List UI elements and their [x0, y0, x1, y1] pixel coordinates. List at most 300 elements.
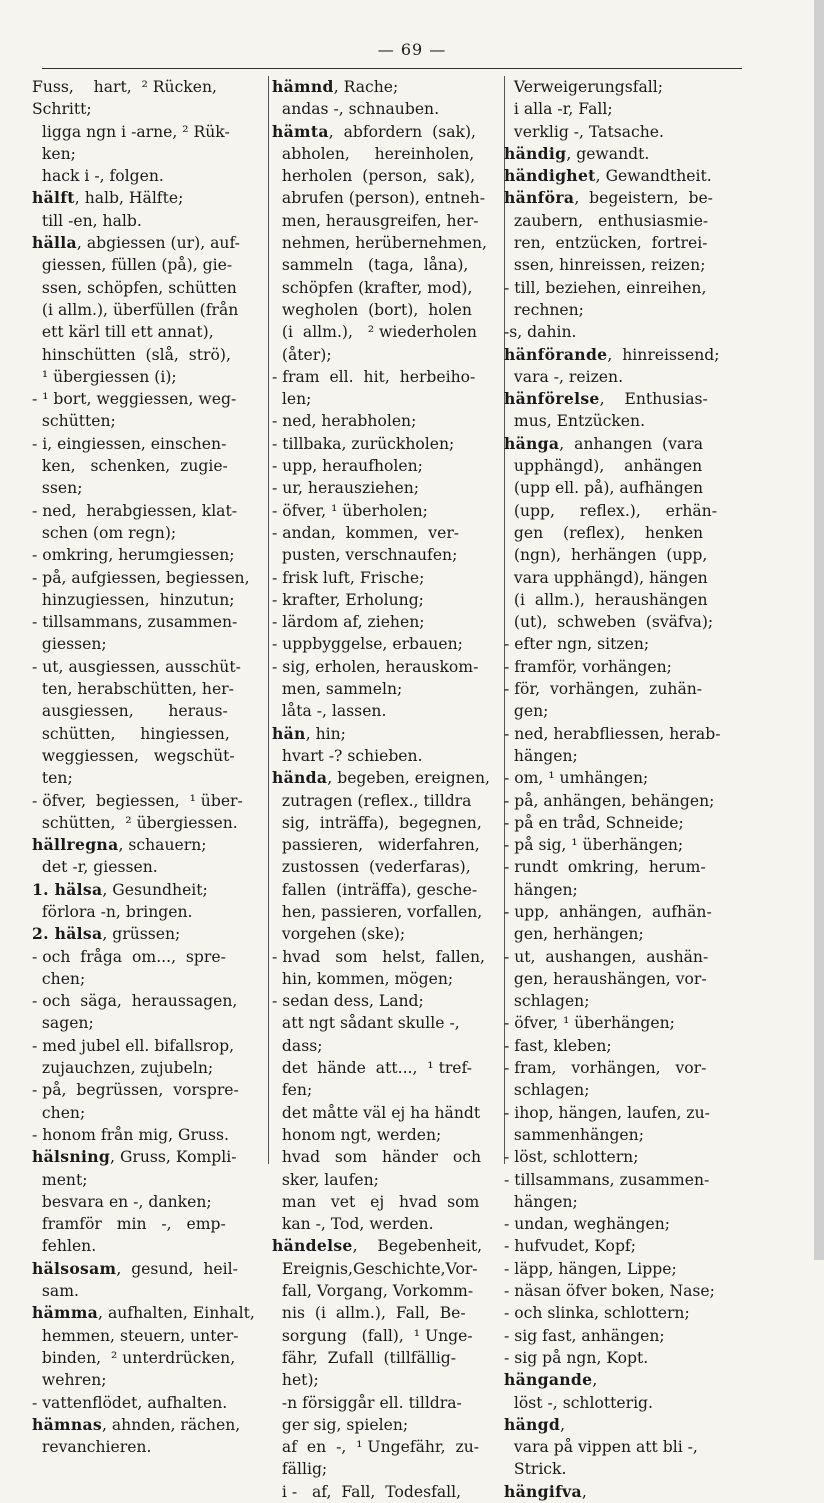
entry-text: schlagen; — [504, 1081, 590, 1100]
headword: hälla — [32, 233, 77, 253]
entry-text: , gesund, heil- — [116, 1259, 238, 1278]
dictionary-entry-line — [32, 76, 268, 98]
dictionary-entry-line — [32, 812, 268, 834]
entry-text: ment; — [32, 1170, 88, 1189]
headword: händig — [504, 143, 567, 163]
headword: 1. hälsa — [32, 879, 103, 899]
entry-text: i - af, Fall, Todesfall, — [272, 1482, 462, 1501]
dictionary-entry-headword-line — [32, 834, 268, 856]
entry-text: , Gewandtheit. — [595, 167, 712, 186]
entry-text: - efter ngn, sitzen; — [504, 635, 650, 654]
dictionary-entry-headword-line — [504, 143, 748, 165]
headword: hänförande — [504, 344, 608, 364]
dictionary-entry-line — [32, 1102, 268, 1124]
dictionary-entry-headword-line — [504, 187, 748, 209]
entry-text: ten; — [32, 769, 73, 788]
dictionary-column-middle — [272, 76, 506, 1501]
dictionary-entry-line — [272, 299, 506, 321]
entry-text: , begeistern, be- — [574, 189, 713, 208]
column-divider — [268, 76, 269, 1164]
entry-text: abholen, hereinholen, — [272, 144, 475, 163]
entry-text: ten, herabschütten, her- — [32, 680, 234, 699]
dictionary-entry-line — [504, 1235, 748, 1257]
entry-text: låta -, lassen. — [272, 702, 387, 721]
entry-text: zujauchzen, zujubeln; — [32, 1059, 214, 1078]
dictionary-entry-line — [504, 567, 748, 589]
dictionary-entry-line — [504, 477, 748, 499]
dictionary-entry-line — [504, 723, 748, 745]
entry-text: - upp, anhängen, aufhän- — [504, 902, 712, 921]
dictionary-entry-line — [272, 968, 506, 990]
headword: hämma — [32, 1303, 99, 1323]
dictionary-entry-line — [504, 1436, 748, 1458]
dictionary-entry-line — [504, 522, 748, 544]
entry-text: - på, anhängen, behängen; — [504, 791, 715, 810]
entry-text: men, herausgreifen, her- — [272, 211, 479, 230]
dictionary-entry-line — [504, 321, 748, 343]
page-number: — 69 — — [377, 40, 447, 59]
entry-text: - ¹ bort, weggiessen, weg- — [32, 390, 237, 409]
entry-text: dass; — [272, 1036, 323, 1055]
entry-text: , begeben, ereignen, — [327, 769, 490, 788]
entry-text: hvart -? schieben. — [272, 746, 423, 765]
dictionary-entry-headword-line — [504, 1414, 748, 1436]
dictionary-entry-line — [272, 366, 506, 388]
entry-text: - på, begrüssen, vorspre- — [32, 1081, 239, 1100]
dictionary-entry-line — [272, 1191, 506, 1213]
dictionary-entry-line — [504, 790, 748, 812]
entry-text: zustossen (vederfaras), — [272, 858, 471, 877]
entry-text: - öfver, begiessen, ¹ über- — [32, 791, 243, 810]
entry-text: - undan, weghängen; — [504, 1215, 670, 1234]
dictionary-entry-line — [32, 98, 268, 120]
entry-text: zutragen (reflex., tilldra — [272, 791, 472, 810]
dictionary-entry-line — [32, 500, 268, 522]
headword: hänförelse — [504, 389, 600, 409]
dictionary-entry-line — [32, 1169, 268, 1191]
entry-text: upphängd), anhängen — [504, 457, 703, 476]
entry-text: andas -, schnauben. — [272, 100, 440, 119]
entry-text: fallen (inträffa), gesche- — [272, 880, 478, 899]
dictionary-entry-line — [32, 767, 268, 789]
dictionary-entry-headword-line — [32, 187, 268, 209]
entry-text: , Rache; — [333, 78, 399, 96]
entry-text: weggiessen, wegschüt- — [32, 746, 235, 765]
dictionary-entry-line — [32, 968, 268, 990]
dictionary-entry-line — [32, 1392, 268, 1414]
entry-text: vara på vippen att bli -, — [504, 1438, 698, 1457]
entry-text: sig, inträffa), begegnen, — [272, 813, 482, 832]
entry-text: schütten; — [32, 412, 116, 431]
dictionary-entry-headword-line — [272, 121, 506, 143]
entry-text: -s, dahin. — [504, 323, 577, 342]
dictionary-entry-line — [504, 1325, 748, 1347]
dictionary-entry-line — [32, 723, 268, 745]
entry-text: nehmen, herübernehmen, — [272, 234, 487, 253]
entry-text: fen; — [272, 1081, 313, 1100]
entry-text: het); — [272, 1371, 319, 1390]
entry-text: schlagen; — [504, 992, 590, 1011]
entry-text: , halb, Hälfte; — [74, 189, 184, 208]
entry-text: , abfordern (sak), — [328, 122, 477, 141]
dictionary-entry-headword-line — [504, 1481, 748, 1503]
entry-text: - ur, herausziehen; — [272, 479, 419, 498]
dictionary-entry-headword-line — [32, 879, 268, 901]
dictionary-entry-line — [272, 98, 506, 120]
headword: 2. hälsa — [32, 924, 103, 944]
entry-text: - och slinka, schlottern; — [504, 1304, 690, 1323]
entry-text: ett kärl till ett annat), — [32, 323, 214, 342]
entry-text: hemmen, steuern, unter- — [32, 1326, 239, 1345]
dictionary-entry-line — [32, 611, 268, 633]
entry-text: - andan, kommen, ver- — [272, 523, 460, 542]
entry-text: - öfver, ¹ überholen; — [272, 501, 428, 520]
dictionary-entry-line — [272, 1169, 506, 1191]
dictionary-entry-line — [504, 946, 748, 968]
dictionary-entry-line — [272, 678, 506, 700]
entry-text: , Gesundheit; — [102, 880, 208, 899]
dictionary-entry-headword-line — [504, 433, 748, 455]
headword: händighet — [504, 166, 596, 186]
entry-text: ken, schenken, zugie- — [32, 457, 228, 476]
dictionary-entry-line — [272, 1280, 506, 1302]
dictionary-entry-line — [504, 500, 748, 522]
dictionary-entry-line — [272, 1146, 506, 1168]
dictionary-entry-line — [504, 834, 748, 856]
entry-text: hvad som händer och — [272, 1148, 482, 1167]
dictionary-entry-line — [272, 254, 506, 276]
dictionary-entry-headword-line — [32, 923, 268, 945]
headword: hälsning — [32, 1147, 111, 1167]
dictionary-entry-line — [272, 344, 506, 366]
dictionary-entry-line — [32, 1213, 268, 1235]
entry-text: , Enthusias- — [599, 390, 708, 409]
entry-text: i alla -r, Fall; — [504, 100, 613, 119]
headword: händelse — [272, 1236, 353, 1256]
dictionary-entry-line — [32, 254, 268, 276]
dictionary-entry-line — [504, 656, 748, 678]
dictionary-entry-line — [272, 745, 506, 767]
headword: hämnd — [272, 77, 334, 96]
entry-text: sorgung (fall), ¹ Unge- — [272, 1326, 473, 1345]
entry-text: - löst, schlottern; — [504, 1148, 639, 1167]
dictionary-entry-line — [32, 700, 268, 722]
dictionary-entry-headword-line — [504, 1369, 748, 1391]
dictionary-entry-line — [504, 455, 748, 477]
entry-text: - upp, heraufholen; — [272, 457, 423, 476]
dictionary-entry-line — [272, 1124, 506, 1146]
entry-text: ken; — [32, 144, 76, 163]
entry-text: (i allm.), ² wiederholen — [272, 323, 477, 342]
dictionary-entry-line — [504, 678, 748, 700]
dictionary-entry-line — [272, 1079, 506, 1101]
entry-text: , — [581, 1482, 587, 1501]
dictionary-entry-line — [32, 1191, 268, 1213]
dictionary-entry-line — [504, 121, 748, 143]
dictionary-entry-line — [272, 856, 506, 878]
entry-text: , aufhalten, Einhalt, — [98, 1304, 255, 1323]
headword: hänga — [504, 433, 560, 453]
dictionary-entry-line — [504, 1458, 748, 1480]
entry-text: -n försiggår ell. tilldra- — [272, 1393, 462, 1412]
dictionary-entry-line — [32, 567, 268, 589]
dictionary-entry-line — [504, 1213, 748, 1235]
headword: hängande — [504, 1370, 593, 1390]
dictionary-entry-line — [272, 210, 506, 232]
entry-text: - frisk luft, Frische; — [272, 568, 425, 587]
entry-text: schütten, ² übergiessen. — [32, 813, 238, 832]
dictionary-entry-line — [504, 879, 748, 901]
headword: hängifva — [504, 1481, 582, 1501]
entry-text: - hufvudet, Kopf; — [504, 1237, 636, 1256]
dictionary-entry-line — [504, 1012, 748, 1034]
dictionary-entry-headword-line — [504, 165, 748, 187]
entry-text: - näsan öfver boken, Nase; — [504, 1282, 715, 1301]
dictionary-entry-headword-line — [272, 76, 506, 98]
page-edge — [814, 0, 824, 1260]
dictionary-entry-line — [32, 745, 268, 767]
entry-text: abrufen (person), entneh- — [272, 189, 485, 208]
entry-text: - fast, kleben; — [504, 1036, 612, 1055]
header-rule — [42, 68, 742, 69]
dictionary-entry-line — [272, 1035, 506, 1057]
dictionary-entry-line — [504, 812, 748, 834]
entry-text: ausgiessen, heraus- — [32, 702, 228, 721]
entry-text: gen, heraushängen, vor- — [504, 969, 707, 988]
entry-text: (upp ell. på), aufhängen — [504, 479, 704, 498]
dictionary-entry-line — [504, 1191, 748, 1213]
entry-text: hängen; — [504, 746, 578, 765]
dictionary-entry-line — [272, 1414, 506, 1436]
entry-text: hängen; — [504, 880, 578, 899]
entry-text: schütten, hingiessen, — [32, 724, 230, 743]
dictionary-entry-line — [504, 611, 748, 633]
dictionary-entry-headword-line — [272, 767, 506, 789]
dictionary-entry-line — [32, 299, 268, 321]
entry-text: - hvad som helst, fallen, — [272, 947, 485, 966]
dictionary-entry-line — [504, 544, 748, 566]
dictionary-entry-line — [504, 1124, 748, 1146]
entry-text: hängen; — [504, 1192, 578, 1211]
dictionary-entry-line — [504, 410, 748, 432]
entry-text: fall, Vorgang, Vorkomm- — [272, 1282, 474, 1301]
entry-text: framför min -, emp- — [32, 1215, 226, 1234]
entry-text: - till, beziehen, einreihen, — [504, 278, 707, 297]
dictionary-entry-line — [504, 277, 748, 299]
entry-text: passieren, widerfahren, — [272, 836, 480, 855]
dictionary-entry-headword-line — [504, 344, 748, 366]
entry-text: besvara en -, danken; — [32, 1192, 212, 1211]
dictionary-entry-line — [504, 990, 748, 1012]
dictionary-column-right — [504, 76, 748, 1501]
entry-text: giessen, füllen (på), gie- — [32, 256, 233, 275]
entry-text: chen; — [32, 1103, 86, 1122]
entry-text: - sig fast, anhängen; — [504, 1326, 665, 1345]
headword: hämnas — [32, 1414, 102, 1434]
dictionary-entry-line — [272, 990, 506, 1012]
dictionary-entry-line — [272, 834, 506, 856]
entry-text: fällig; — [272, 1460, 328, 1479]
dictionary-entry-line — [32, 1012, 268, 1034]
entry-text: (åter); — [272, 345, 332, 364]
entry-text: sam. — [32, 1282, 79, 1301]
dictionary-entry-line — [272, 901, 506, 923]
entry-text: - krafter, Erholung; — [272, 590, 424, 609]
dictionary-entry-line — [272, 633, 506, 655]
entry-text: Verweigerungsfall; — [504, 78, 664, 96]
entry-text: - på, aufgiessen, begiessen, — [32, 568, 250, 587]
entry-text: honom ngt, werden; — [272, 1125, 442, 1144]
dictionary-entry-line — [32, 433, 268, 455]
entry-text: (ngn), herhängen (upp, — [504, 546, 708, 565]
dictionary-entry-line — [32, 1347, 268, 1369]
dictionary-entry-headword-line — [32, 1414, 268, 1436]
entry-text: wegholen (bort), holen — [272, 300, 472, 319]
dictionary-entry-line — [32, 321, 268, 343]
headword: hän — [272, 723, 306, 743]
entry-text: af en -, ¹ Ungefähr, zu- — [272, 1438, 480, 1457]
entry-text: det måtte väl ej ha händt — [272, 1103, 481, 1122]
dictionary-entry-line — [504, 1258, 748, 1280]
headword: hängd — [504, 1414, 561, 1434]
entry-text: ¹ übergiessen (i); — [32, 367, 177, 386]
entry-text: - med jubel ell. bifallsrop, — [32, 1036, 235, 1055]
dictionary-entry-line — [32, 388, 268, 410]
dictionary-entry-line — [504, 1392, 748, 1414]
entry-text: - uppbyggelse, erbauen; — [272, 635, 463, 654]
dictionary-entry-line — [272, 455, 506, 477]
dictionary-entry-line — [504, 299, 748, 321]
dictionary-entry-line — [272, 143, 506, 165]
dictionary-entry-line — [32, 366, 268, 388]
entry-text: det hände att..., ¹ tref- — [272, 1059, 473, 1078]
entry-text: - och fråga om..., spre- — [32, 947, 226, 966]
dictionary-entry-line — [32, 1436, 268, 1458]
dictionary-entry-line — [504, 1035, 748, 1057]
entry-text: löst -, schlotterig. — [504, 1393, 653, 1412]
entry-text: len; — [272, 390, 312, 409]
entry-text: - framför, vorhängen; — [504, 657, 672, 676]
entry-text: - ned, herabholen; — [272, 412, 417, 431]
entry-text: - sig, erholen, herauskom- — [272, 657, 479, 676]
entry-text: vara -, reizen. — [504, 367, 624, 386]
entry-text: hen, passieren, vorfallen, — [272, 902, 483, 921]
dictionary-entry-line — [272, 567, 506, 589]
dictionary-entry-line — [32, 410, 268, 432]
entry-text: - om, ¹ umhängen; — [504, 769, 649, 788]
dictionary-entry-line — [504, 856, 748, 878]
dictionary-entry-line — [272, 1012, 506, 1034]
entry-text: - omkring, herumgiessen; — [32, 546, 235, 565]
dictionary-entry-line — [272, 1392, 506, 1414]
dictionary-entry-line — [272, 1302, 506, 1324]
entry-text: gen; — [504, 702, 549, 721]
dictionary-entry-line — [504, 1280, 748, 1302]
entry-text: sammenhängen; — [504, 1125, 644, 1144]
entry-text: - på sig, ¹ überhängen; — [504, 836, 684, 855]
dictionary-entry-line — [32, 344, 268, 366]
headword: hänföra — [504, 188, 575, 208]
dictionary-entry-line — [32, 277, 268, 299]
entry-text: vara upphängd), hängen — [504, 568, 708, 587]
dictionary-entry-line — [272, 187, 506, 209]
dictionary-entry-headword-line — [504, 388, 748, 410]
entry-text: rechnen; — [504, 300, 584, 319]
dictionary-entry-line — [272, 611, 506, 633]
dictionary-entry-line — [32, 990, 268, 1012]
dictionary-entry-line — [272, 232, 506, 254]
entry-text: herholen (person, sak), — [272, 167, 476, 186]
entry-text: ssen; — [32, 479, 83, 498]
dictionary-entry-line — [32, 121, 268, 143]
entry-text: , abgiessen (ur), auf- — [76, 234, 240, 253]
dictionary-entry-line — [32, 678, 268, 700]
dictionary-entry-line — [32, 856, 268, 878]
entry-text: , grüssen; — [102, 925, 181, 944]
entry-text: Fuss, hart, ² Rücken, — [32, 78, 217, 96]
dictionary-entry-line — [32, 455, 268, 477]
dictionary-entry-line — [272, 477, 506, 499]
entry-text: wehren; — [32, 1371, 107, 1390]
dictionary-entry-line — [32, 589, 268, 611]
dictionary-entry-line — [504, 901, 748, 923]
dictionary-entry-line — [504, 1302, 748, 1324]
entry-text: chen; — [32, 969, 86, 988]
entry-text: schen (om regn); — [32, 523, 177, 542]
entry-text: Ereignis,Geschichte,Vor- — [272, 1259, 478, 1278]
entry-text: , hin; — [305, 724, 346, 743]
entry-text: zaubern, enthusiasmie- — [504, 211, 709, 230]
entry-text: - fram, vorhängen, vor- — [504, 1059, 707, 1078]
entry-text: - ut, ausgiessen, ausschüt- — [32, 657, 241, 676]
entry-text: gen (reflex), henken — [504, 523, 704, 542]
entry-text: (ut), schweben (sväfva); — [504, 613, 714, 632]
dictionary-entry-line — [32, 1079, 268, 1101]
dictionary-entry-line — [32, 1057, 268, 1079]
entry-text: - tillbaka, zurückholen; — [272, 434, 455, 453]
dictionary-entry-line — [272, 923, 506, 945]
entry-text: hinzugiessen, hinzutun; — [32, 590, 235, 609]
dictionary-entry-line — [504, 1347, 748, 1369]
dictionary-entry-line — [504, 968, 748, 990]
dictionary-entry-line — [504, 1146, 748, 1168]
entry-text: Strick. — [504, 1460, 567, 1479]
headword: hällregna — [32, 835, 119, 855]
dictionary-entry-headword-line — [272, 723, 506, 745]
dictionary-entry-line — [32, 522, 268, 544]
dictionary-entry-line — [272, 522, 506, 544]
dictionary-entry-line — [32, 210, 268, 232]
dictionary-entry-line — [32, 656, 268, 678]
dictionary-entry-line — [272, 433, 506, 455]
entry-text: sammeln (taga, låna), — [272, 256, 469, 275]
entry-text: - på en tråd, Schneide; — [504, 813, 684, 832]
dictionary-entry-headword-line — [32, 1146, 268, 1168]
entry-text: verklig -, Tatsache. — [504, 122, 664, 141]
entry-text: - öfver, ¹ überhängen; — [504, 1014, 675, 1033]
entry-text: - ned, herabgiessen, klat- — [32, 501, 238, 520]
entry-text: schöpfen (krafter, mod), — [272, 278, 473, 297]
dictionary-entry-line — [504, 98, 748, 120]
dictionary-entry-line — [272, 321, 506, 343]
dictionary-entry-line — [32, 544, 268, 566]
dictionary-entry-line — [272, 410, 506, 432]
entry-text: kan -, Tod, werden. — [272, 1215, 434, 1234]
dictionary-entry-line — [504, 700, 748, 722]
dictionary-entry-line — [504, 1057, 748, 1079]
entry-text: - och säga, heraussagen, — [32, 992, 238, 1011]
entry-text: ren, entzücken, fortrei- — [504, 234, 708, 253]
